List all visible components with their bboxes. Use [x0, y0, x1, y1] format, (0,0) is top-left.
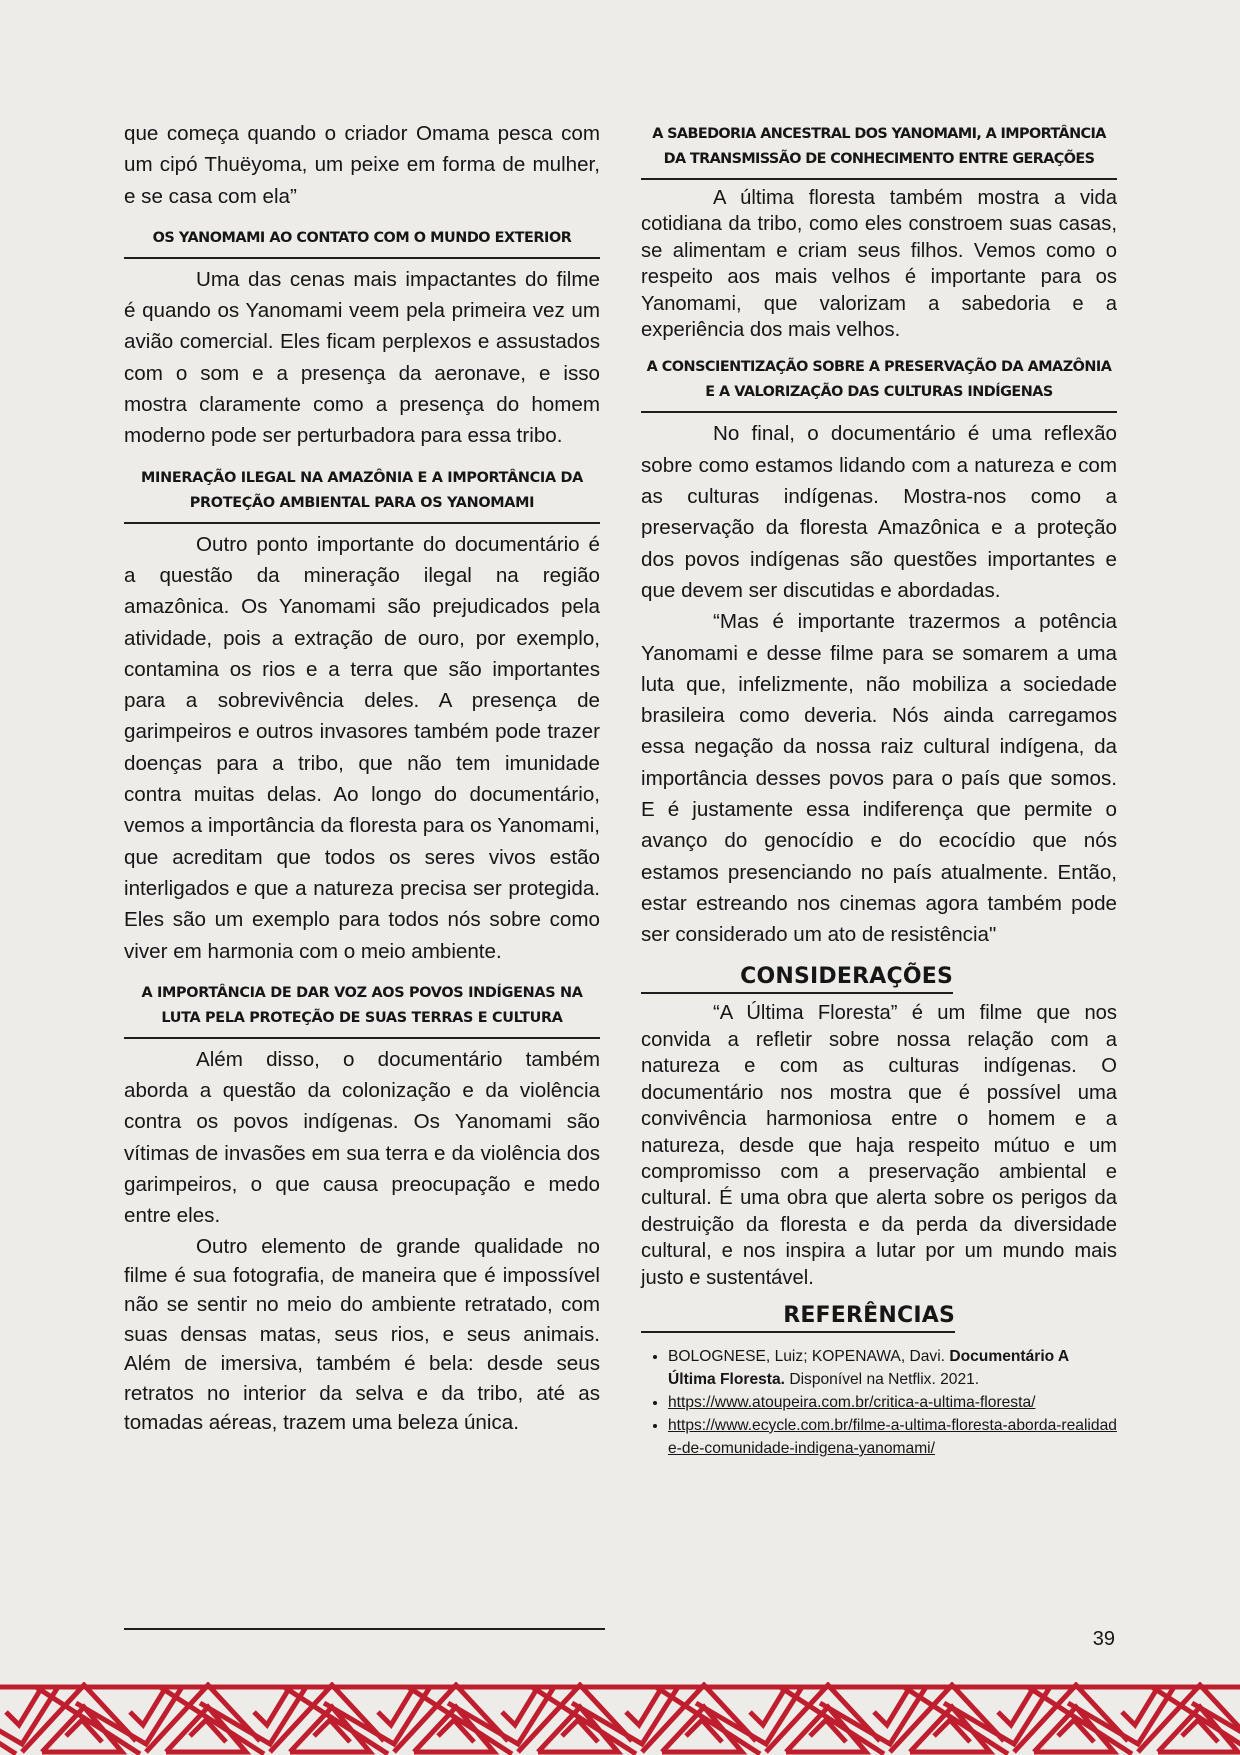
down-triangle-inner — [1210, 1687, 1240, 1725]
reference-authors: BOLOGNESE, Luiz; KOPENAWA, Davi. — [668, 1347, 950, 1365]
reference-link-ecycle[interactable]: https://www.ecycle.com.br/filme-a-ultima-floresta-aborda-realidade-de-comunidade-indigena-yanomami/ — [668, 1416, 1117, 1457]
right-column — [641, 122, 1117, 1460]
considerations-heading: CONSIDERAÇÕES — [641, 962, 953, 994]
reference-item — [668, 1414, 1117, 1460]
paragraph-colonization: Além disso, o documentário também aborda a questão da colonização e da violência contra os povos indígenas. Os Yanomami são vítimas de invasões em sua terra e da violência dos garimpeiros, o que causa preocupação e medo entre eles. — [124, 1047, 600, 1228]
paragraph-ancestral-wisdom: A última floresta também mostra a vida cotidiana da tribo, como eles constroem suas casas, se alimentam e criam seus filhos. Vemos como o respeito aos mais velhos é importante para os Yanomami, que valorizam a sabedoria e a experiência dos mais velhos. — [641, 187, 1117, 342]
section-heading-contact: OS YANOMAMI AO CONTATO COM O MUNDO EXTERIOR — [124, 226, 600, 259]
references-heading: REFERÊNCIAS — [641, 1301, 955, 1333]
intro-paragraph: que começa quando o criador Omama pesca com um cipó Thuëyoma, um peixe em forma de mulher, e se casa com ela” — [124, 122, 600, 208]
left-column — [124, 118, 600, 1437]
reference-source: Disponível na Netflix. 2021. — [784, 1370, 980, 1388]
section-heading-indigenous-voice: A IMPORTÂNCIA DE DAR VOZ AOS POVOS INDÍGENAS NA LUTA PELA PROTEÇÃO DE SUAS TERRAS E CULTURA — [124, 981, 600, 1039]
section-heading-ancestral-wisdom: A SABEDORIA ANCESTRAL DOS YANOMAMI, A IMPORTÂNCIA DA TRANSMISSÃO DE CONHECIMENTO ENTRE GERAÇÕES — [641, 122, 1117, 180]
paragraph-photography: Outro elemento de grande qualidade no filme é sua fotografia, de maneira que é impossível não se sentir no meio do ambiente retratado, com suas densas matas, seus rios, e seus animais. Além de imersiva, também é bela: desde seus retratos no interior da selva e da tribo, até as tomadas aéreas, trazem uma beleza única. — [124, 1234, 600, 1435]
reference-item — [668, 1345, 1117, 1391]
paragraph-reflection: No final, o documentário é uma reflexão sobre como estamos lidando com a natureza e com as culturas indígenas. Mostra-nos como a preservação da floresta Amazônica e a proteção dos povos indígenas são questões importantes e que devem ser discutidas e abordadas. — [641, 422, 1117, 602]
tribal-triangle-pattern — [0, 1685, 1240, 1754]
reference-link-atoupeira[interactable]: https://www.atoupeira.com.br/critica-a-ultima-floresta/ — [668, 1393, 1036, 1411]
paragraph-quote: “Mas é importante trazermos a potência Yanomami e desse filme para se somarem a uma luta que, infelizmente, não mobiliza a sociedade brasileira como deveria. Nós ainda carregamos essa negação da nossa raiz cultural indígena, da importância desses povos para o país que somos. E é justamente essa indiferença que permite o avanço do genocídio e do ecocídio que nós estamos presenciando no país atualmente. Então, estar estreando nos cinemas agora também pode ser considerado um ato de resistência" — [641, 610, 1117, 947]
paragraph-contact: Uma das cenas mais impactantes do filme é quando os Yanomami veem pela primeira vez um avião comercial. Eles ficam perplexos e assustados com o som e a presença da aeronave, e isso mostra claramente como a presença do homem moderno pode ser perturbadora para essa tribo. — [124, 267, 600, 448]
left-column-end-rule — [124, 1628, 605, 1630]
page-number: 39 — [1092, 1628, 1115, 1650]
decorative-border — [0, 1682, 1240, 1755]
reference-title: Documentário A Última Floresta. — [668, 1347, 1069, 1388]
paragraph-mining: Outro ponto importante do documentário é a questão da mineração ilegal na região amazônica. Os Yanomami são prejudicados pela atividade, pois a extração de ouro, por exemplo, contamina os rios e a terra que são importantes para a sobrevivência deles. A presença de garimpeiros e outros invasores também pode trazer doenças para a tribo, que não tem imunidade contra muitas delas. Ao longo do documentário, vemos a importância da floresta para os Yanomami, que acreditam que todos os seres vivos estão interligados e que a natureza precisa ser protegida. Eles são um exemplo para todos nós sobre como viver em harmonia com o meio ambiente. — [124, 532, 600, 963]
references-list — [641, 1345, 1117, 1460]
considerations-paragraph: “A Última Floresta” é um filme que nos convida a refletir sobre nossa relação com a natureza e com as culturas indígenas. O documentário nos mostra que é possível uma convivência harmoniosa entre o homem e a natureza, desde que haja respeito mútuo e um compromisso com a preservação ambiental e cultural. É uma obra que alerta sobre os perigos da destruição da floresta e da perda da diversidade cultural, e nos inspira a lutar por um mundo mais justo e sustentável. — [641, 1002, 1117, 1289]
reference-item — [668, 1391, 1117, 1414]
section-heading-mining: MINERAÇÃO ILEGAL NA AMAZÔNIA E A IMPORTÂNCIA DA PROTEÇÃO AMBIENTAL PARA OS YANOMAMI — [124, 466, 600, 524]
section-heading-awareness: A CONSCIENTIZAÇÃO SOBRE A PRESERVAÇÃO DA AMAZÔNIA E A VALORIZAÇÃO DAS CULTURAS INDÍGENAS — [641, 355, 1117, 413]
